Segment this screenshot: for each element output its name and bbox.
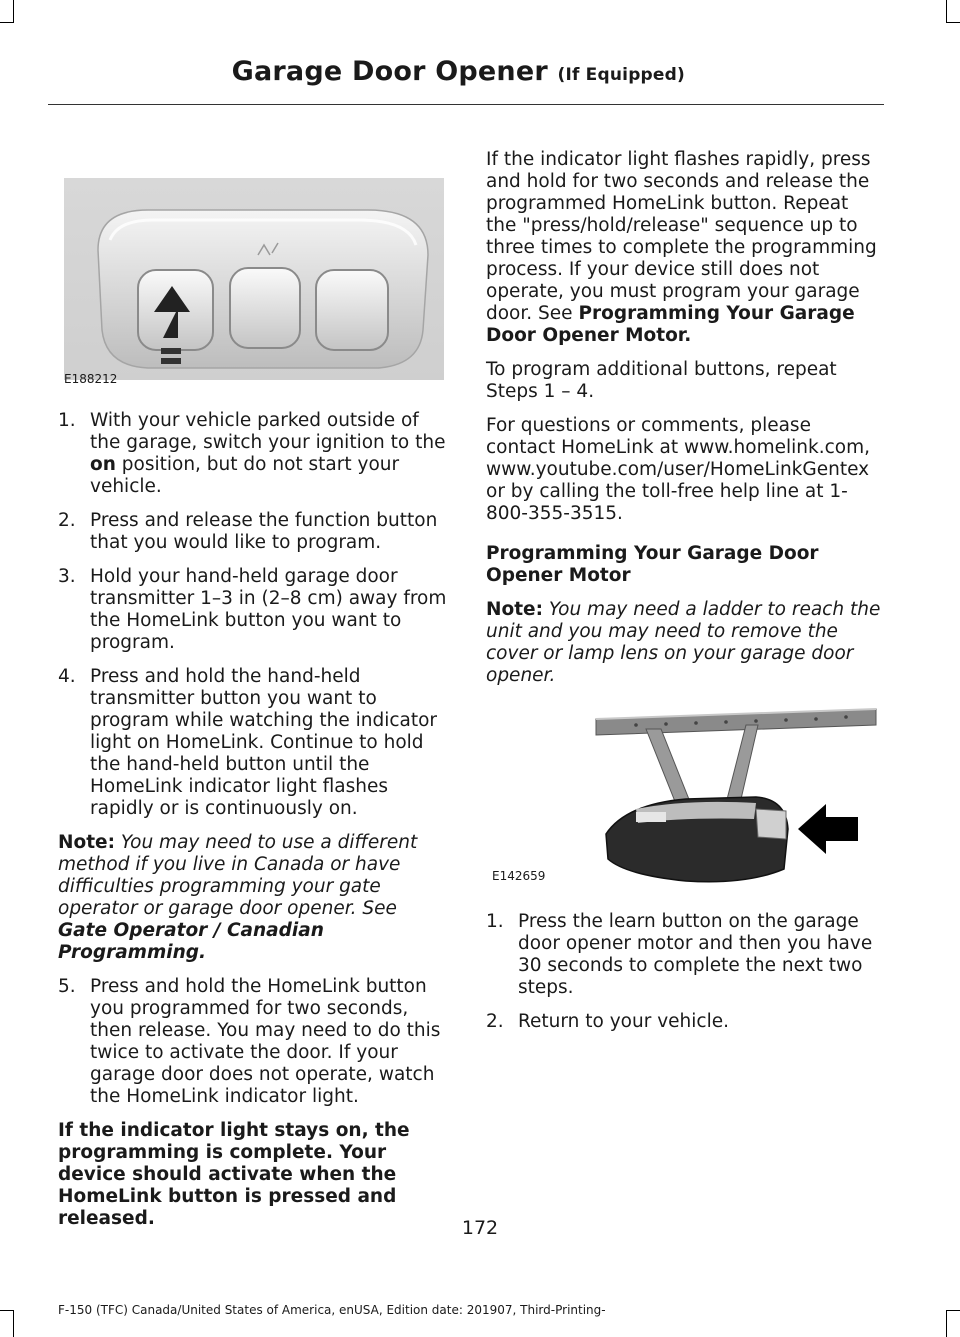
footer-text: F-150 (TFC) Canada/United States of America, enUSA, Edition date: 201907, Third-Printing- bbox=[58, 1303, 606, 1317]
note-paragraph bbox=[58, 832, 448, 964]
crop-mark bbox=[13, 1310, 14, 1337]
step-item bbox=[58, 666, 448, 820]
step-number: 2. bbox=[58, 510, 76, 531]
crop-mark bbox=[946, 1310, 960, 1311]
step-text: position, but do not start your vehicle. bbox=[90, 454, 400, 497]
step-number: 5. bbox=[58, 976, 76, 997]
cross-reference-link[interactable]: Programming Your Garage Door Opener Motor. bbox=[486, 303, 855, 346]
header-title: Garage Door Opener bbox=[231, 56, 548, 87]
header-rule bbox=[48, 104, 884, 105]
step-text: Press and release the function button that you would like to program. bbox=[90, 510, 438, 553]
step-number: 2. bbox=[486, 1011, 504, 1032]
section-heading: Programming Your Garage Door Opener Motor bbox=[486, 543, 819, 586]
step-text: Return to your vehicle. bbox=[518, 1011, 729, 1032]
note-paragraph bbox=[486, 599, 882, 687]
left-column bbox=[58, 140, 448, 1242]
crop-mark bbox=[0, 22, 14, 23]
step-text: With your vehicle parked outside of the garage, switch your ignition to the bbox=[90, 410, 446, 453]
step-item bbox=[58, 976, 448, 1108]
step-text: Hold your hand-held garage door transmitter 1–3 in (2–8 cm) away from the HomeLink button you want to program. bbox=[90, 566, 447, 653]
step-text: Press and hold the HomeLink button you programmed for two seconds, then release. You may need to do this twice to activate the door. If your garage door does not operate, watch the HomeLink indicator light. bbox=[90, 976, 441, 1107]
step-item bbox=[486, 911, 882, 999]
bold-paragraph: If the indicator light stays on, the programming is complete. Your device should activate when the HomeLink button is pressed and released. bbox=[58, 1120, 410, 1229]
homelink-figure bbox=[58, 140, 448, 388]
step-text: Press the learn button on the garage door opener motor and then you have 30 seconds to complete the next two steps. bbox=[518, 911, 873, 998]
page-header bbox=[232, 56, 685, 87]
step-number: 4. bbox=[58, 666, 76, 687]
step-number: 3. bbox=[58, 566, 76, 587]
homelink-buttons-illustration bbox=[58, 140, 448, 388]
opener-motor-figure bbox=[486, 699, 882, 891]
right-column bbox=[486, 149, 882, 1045]
step-item bbox=[58, 510, 448, 554]
step-item bbox=[58, 566, 448, 654]
note-label: Note: bbox=[486, 599, 543, 620]
step-text: Press and hold the hand-held transmitter button you want to program while watching the indicator light on HomeLink. Continue to hold the hand-held button until the HomeLink indicator light flashes rapidly or is continuously on. bbox=[90, 666, 438, 819]
step-number: 1. bbox=[58, 410, 76, 431]
step-bold-term: on bbox=[90, 454, 116, 475]
note-label: Note: bbox=[58, 832, 115, 853]
figure-code: E142659 bbox=[492, 869, 546, 883]
crop-mark bbox=[946, 0, 947, 22]
step-item bbox=[486, 1011, 882, 1033]
paragraph-text: If the indicator light flashes rapidly, press and hold for two seconds and release the programmed HomeLink button. Repeat the "press/hold/release" sequence up to three times to complete the programming process. If your device still does not operate, you must program your garage door. See bbox=[486, 149, 877, 324]
note-text: You may need a ladder to reach the unit and you may need to remove the cover or lamp lens on your garage door opener. bbox=[486, 599, 881, 686]
crop-mark bbox=[946, 1310, 947, 1337]
crop-mark bbox=[946, 22, 960, 23]
paragraph: To program additional buttons, repeat Steps 1 – 4. bbox=[486, 359, 837, 402]
header-subtitle: (If Equipped) bbox=[557, 65, 685, 85]
step-number: 1. bbox=[486, 911, 504, 932]
note-text: You may need to use a different method if you live in Canada or have difficulties programming your gate operator or garage door opener. See bbox=[58, 832, 418, 919]
step-item bbox=[58, 410, 448, 498]
paragraph bbox=[486, 149, 882, 347]
crop-mark bbox=[13, 0, 14, 22]
paragraph: For questions or comments, please contact HomeLink at www.homelink.com, www.youtube.com/user/HomeLinkGentex or by calling the toll-free help line at 1-800-355-3515. bbox=[486, 415, 870, 524]
page-number: 172 bbox=[461, 1217, 499, 1239]
figure-code: E188212 bbox=[64, 372, 118, 386]
cross-reference-link[interactable]: Gate Operator / Canadian Programming. bbox=[58, 920, 324, 963]
crop-mark bbox=[0, 1310, 14, 1311]
garage-opener-motor-illustration bbox=[486, 699, 882, 891]
